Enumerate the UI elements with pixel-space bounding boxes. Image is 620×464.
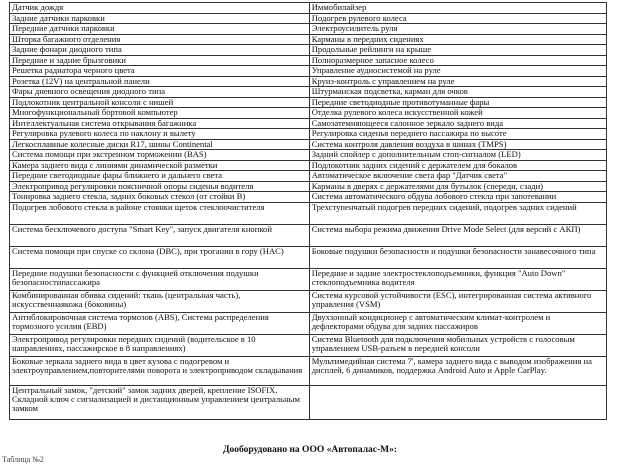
table-row	[10, 13, 607, 24]
table-cell-right: Система курсовой устойчивости (ESC), интегрированная система активного управления (VSM)	[309, 290, 606, 312]
table-cell-right: Иммобилайзер	[309, 3, 606, 14]
table-row	[10, 224, 607, 246]
table-row	[10, 97, 607, 108]
footer-note: Дооборудовано на ООО «Автопалас-М»:	[222, 445, 398, 455]
table-cell-right: Электроусилитель руля	[309, 24, 606, 35]
table-cell-left: Подлокотник центральной консоли с нишей	[10, 97, 310, 108]
table-cell-left: Электропривод регулировки поясничной опоры сиденья водителя	[10, 181, 310, 192]
table-cell-right: Продольные рейлинги на крыше	[309, 45, 606, 56]
table-cell-left: Центральный замок, "детский" замок задних дверей, крепление ISOFIX. Складной ключ с сигнализацией и дистанционным управлением центральным замком	[10, 385, 310, 419]
table-row	[10, 150, 607, 161]
table-row	[10, 76, 607, 87]
table-cell-right: Двухзонный кондиционер с автоматическим климат-контролем и дефлекторами обдува для задних пассажиров	[309, 312, 606, 334]
table-cell-right: Автоматическое включение света фар "Датчик света"	[309, 171, 606, 182]
equipment-table	[9, 2, 607, 420]
table-cell-left: Шторка багажного отделения	[10, 34, 310, 45]
table-number-label: Таблица №2	[2, 455, 44, 464]
table-cell-right: Круиз-контроль с управлением на руле	[309, 76, 606, 87]
table-cell-right: Самозатемняющееся салонное зеркало заднего вида	[309, 118, 606, 129]
table-cell-right: Трехступенчатый подогрев передних сидений, подогрев задних сидений	[309, 202, 606, 224]
table-cell-left: Интеллектуальная система открывания багажника	[10, 118, 310, 129]
table-row	[10, 312, 607, 334]
table-cell-right: Отделка рулевого колеса искусственной кожей	[309, 108, 606, 119]
table-cell-right: Штурманская подсветка, карман для очков	[309, 87, 606, 98]
table-row	[10, 181, 607, 192]
equipment-table-body	[10, 3, 607, 420]
table-cell-right: Система Bluetooth для подключения мобильных устройств с голосовым управлением USB-разъем в передней консоли	[309, 334, 606, 356]
table-cell-left: Подогрев лобового стекла в районе стоянки щеток стеклоочистителя	[10, 202, 310, 224]
table-cell-right: Карманы в дверях с держателями для бутылок (спереди, сзади)	[309, 181, 606, 192]
table-cell-right: Система автоматического обдува лобового стекла при запотевании	[309, 192, 606, 203]
table-row	[10, 171, 607, 182]
table-cell-right: Боковые подушки безопасности и подушки безопасности занавесочного типа	[309, 246, 606, 268]
table-cell-right: Полноразмерное запасное колесо	[309, 55, 606, 66]
table-row	[10, 268, 607, 290]
table-cell-right: Передние и задние электростеклоподъемники, функция "Auto Down" стеклоподъемника водителя	[309, 268, 606, 290]
table-cell-left: Система помощи при спуске со склона (DBC), при трогании в гору (HAC)	[10, 246, 310, 268]
table-cell-left: Задние датчики парковки	[10, 13, 310, 24]
table-cell-left: Розетка (12V) на центральной панели	[10, 76, 310, 87]
table-cell-left: Передние подушки безопасности с функцией отключения подушки безопасностипассажира	[10, 268, 310, 290]
table-cell-right: Карманы в передних сидениях	[309, 34, 606, 45]
table-cell-left: Камера заднего вида с линиями динамической разметки	[10, 160, 310, 171]
table-cell-left: Электропривод регулировки передних сидений (водительское в 10 направлениях, пассажирское в 8 направлениях)	[10, 334, 310, 356]
table-cell-left: Комбинированная обивка сидений: ткань (центральная часть), искусственнаякожа (боковины)	[10, 290, 310, 312]
table-row	[10, 3, 607, 14]
table-row	[10, 192, 607, 203]
table-row	[10, 334, 607, 356]
table-cell-left: Антиблокировочная система тормозов (ABS), Система распределения тормозного усилия (EBD)	[10, 312, 310, 334]
table-cell-left: Решетка радиатора черного цвета	[10, 66, 310, 77]
table-row	[10, 356, 607, 385]
table-row	[10, 290, 607, 312]
table-row	[10, 160, 607, 171]
table-cell-left: Боковые зеркала заднего вида в цвет кузова с подогревом и электроуправлением,повторителями поворота и электроприводом складывания	[10, 356, 310, 385]
table-cell-left: Датчик дождя	[10, 3, 310, 14]
table-row	[10, 34, 607, 45]
table-cell-left: Передние светодиодные фары ближнего и дальнего света	[10, 171, 310, 182]
table-cell-right: Задний спойлер с дополнительным стоп-сигналом (LED)	[309, 150, 606, 161]
table-row	[10, 66, 607, 77]
table-row	[10, 55, 607, 66]
table-cell-left: Задние фонари диодного типа	[10, 45, 310, 56]
table-cell-left: Тонировка заднего стекла, задних боковых стекол (от стойки В)	[10, 192, 310, 203]
table-row	[10, 202, 607, 224]
table-cell-right: Подогрев рулевого колеса	[309, 13, 606, 24]
table-cell-right: Регулировка сиденья переднего пассажира по высоте	[309, 129, 606, 140]
table-cell-left: Система бесключевого доступа "Smart Key", запуск двигателя кнопкой	[10, 224, 310, 246]
table-row	[10, 246, 607, 268]
table-cell-left: Фары дневного освещения диодного типа	[10, 87, 310, 98]
table-cell-left: Регулировка рулевого колеса по наклону и вылету	[10, 129, 310, 140]
table-cell-left: Система помощи при экстренном торможении (BAS)	[10, 150, 310, 161]
table-cell-right: Передние светодиодные противотуманные фары	[309, 97, 606, 108]
table-row	[10, 24, 607, 35]
table-row	[10, 87, 607, 98]
table-cell-right: Управление аудиосистемой на руле	[309, 66, 606, 77]
table-cell-right: Подлокотник задних сидений с держателем для бокалов	[309, 160, 606, 171]
table-row	[10, 45, 607, 56]
table-cell-right	[309, 385, 606, 419]
table-cell-right: Система выбора режима движения Drive Mode Select (для версий с АКП)	[309, 224, 606, 246]
table-row	[10, 129, 607, 140]
table-cell-left: Передние датчики парковки	[10, 24, 310, 35]
table-row	[10, 108, 607, 119]
table-cell-right: Система контроля давления воздуха в шинах (TMPS)	[309, 139, 606, 150]
table-cell-left: Легкосплавные колесные диски R17, шины Continental	[10, 139, 310, 150]
table-row	[10, 139, 607, 150]
table-cell-left: Передние и задние брызговики	[10, 55, 310, 66]
table-cell-right: Мультимедийная система 7', камера заднего вида с выводом изображения на дисплей, 6 динамиков, поддержка Android Auto и Apple CarPlay.	[309, 356, 606, 385]
table-row	[10, 118, 607, 129]
table-row	[10, 385, 607, 419]
table-cell-left: Многофункциональный бортовой компьютер	[10, 108, 310, 119]
